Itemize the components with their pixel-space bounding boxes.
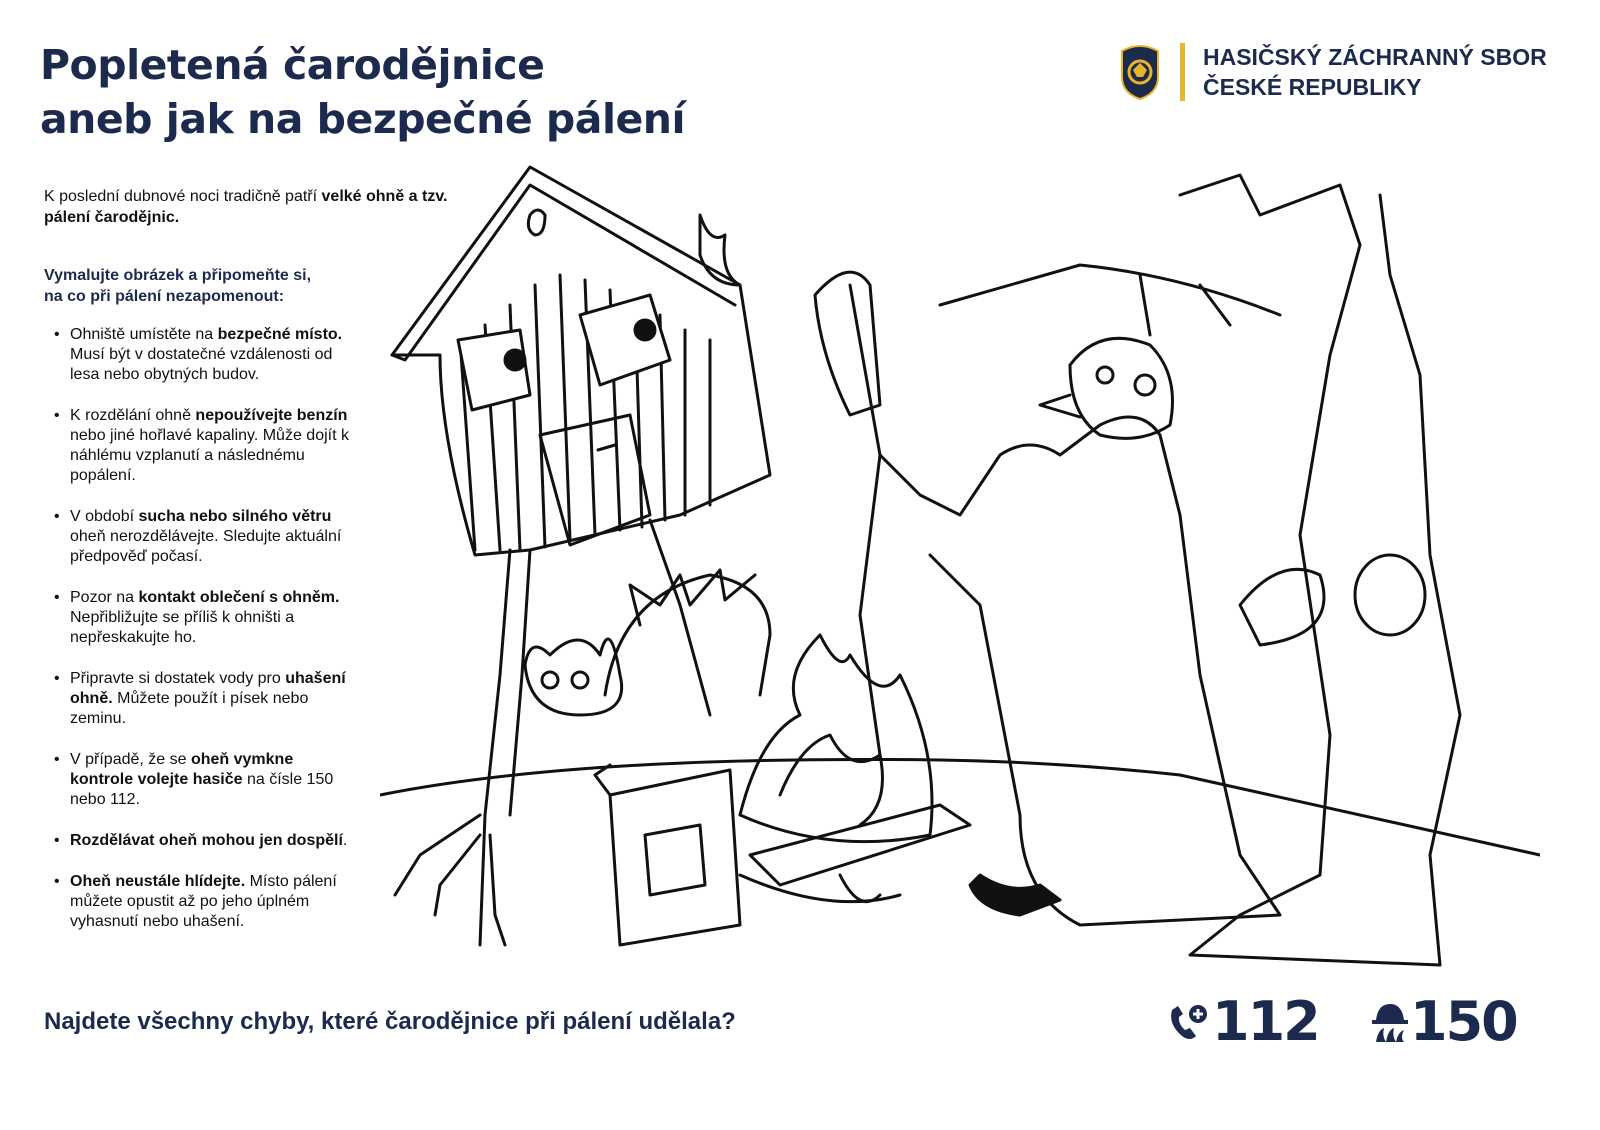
tip-bold-text: sucha nebo silného větru (138, 508, 332, 525)
tip-bold-text: kontakt oblečení s ohněm. (138, 589, 340, 606)
tip-bold-text: nepoužívejte benzín (195, 407, 348, 424)
bonfire (740, 635, 970, 902)
safety-tip (52, 872, 352, 932)
subheading-line-2: na co při pálení nezapomenout: (44, 288, 285, 305)
subheading-line-1: Vymalujte obrázek a připomeňte si, (44, 267, 312, 284)
tip-bold-text: Rozdělávat oheň mohou jen dospělí (70, 832, 343, 849)
cat (525, 570, 770, 715)
witch (815, 272, 1280, 925)
org-line-1: HASIČSKÝ ZÁCHRANNÝ SBOR (1203, 44, 1547, 70)
subheading (44, 265, 374, 307)
fire-number: 150 (1410, 990, 1517, 1053)
tip-bold-text: oheň vymkne kontrole volejte hasiče (70, 751, 294, 788)
tip-text: nebo jiné hořlavé kapaliny. Může dojít k náhlému vzplanutí a následnému popálení. (70, 427, 349, 484)
tip-text: V případě, že se (70, 751, 191, 768)
tip-text: V období (70, 508, 139, 525)
coloring-illustration (380, 155, 1540, 980)
safety-tip (52, 406, 352, 486)
tip-text: oheň nerozdělávejte. Sledujte aktuální předpověď počasí. (70, 528, 342, 565)
tip-text: Pozor na (70, 589, 139, 606)
safety-tip (52, 750, 352, 810)
tip-text: Místo pálení můžete opustit až po jeho úplném vyhasnutí nebo uhašení. (70, 873, 337, 930)
hzs-logo (1118, 42, 1547, 102)
tip-text: Připravte si dostatek vody pro (70, 670, 286, 687)
hzs-emblem-icon (1118, 43, 1162, 101)
emergency-number-112 (1168, 990, 1319, 1053)
tip-text: . (342, 832, 348, 849)
title-line-1: Popletená čarodějnice (40, 41, 545, 89)
tip-text: na čísle 150 nebo 112. (70, 771, 334, 808)
tip-bold-text: bezpečné místo. (217, 326, 343, 343)
org-line-2: ČESKÉ REPUBLIKY (1203, 74, 1422, 100)
safety-tip (52, 831, 352, 851)
house-on-chicken-legs (392, 167, 770, 945)
page-title (40, 38, 685, 146)
safety-tip (52, 325, 352, 385)
tip-text: Můžete použít i písek nebo zeminu. (70, 690, 309, 727)
question-text: Najdete všechny chyby, které čarodějnice při pálení udělala? (44, 1008, 736, 1035)
tree (940, 175, 1460, 965)
logo-divider (1180, 43, 1185, 101)
intro-plain: K poslední dubnové noci tradičně patří (44, 188, 322, 205)
phone-medical-icon (1168, 1002, 1212, 1042)
safety-tip (52, 669, 352, 729)
tip-text: Nepřibližujte se příliš k ohništi a nepřeskakujte ho. (70, 609, 295, 646)
safety-tip (52, 588, 352, 648)
firefighter-helmet-icon (1370, 1000, 1410, 1044)
tip-text: Ohniště umístěte na (70, 326, 218, 343)
tip-bold-text: uhašení ohně. (70, 670, 346, 707)
emergency-number-150 (1370, 990, 1517, 1053)
tip-text: K rozdělání ohně (70, 407, 196, 424)
tip-text: Musí být v dostatečné vzdálenosti od lesa nebo obytných budov. (70, 346, 333, 383)
ground-line (380, 759, 1540, 855)
intro-bold: velké ohně a tzv. pálení čarodějnic. (44, 188, 448, 226)
gas-canister (595, 765, 740, 945)
tip-bold-text: Oheň neustále hlídejte. (70, 873, 246, 890)
title-line-2: aneb jak na bezpečné pálení (40, 95, 686, 143)
safety-tip (52, 507, 352, 567)
ems-number: 112 (1212, 990, 1319, 1053)
safety-tips-list (52, 325, 352, 953)
organization-name (1203, 42, 1547, 102)
